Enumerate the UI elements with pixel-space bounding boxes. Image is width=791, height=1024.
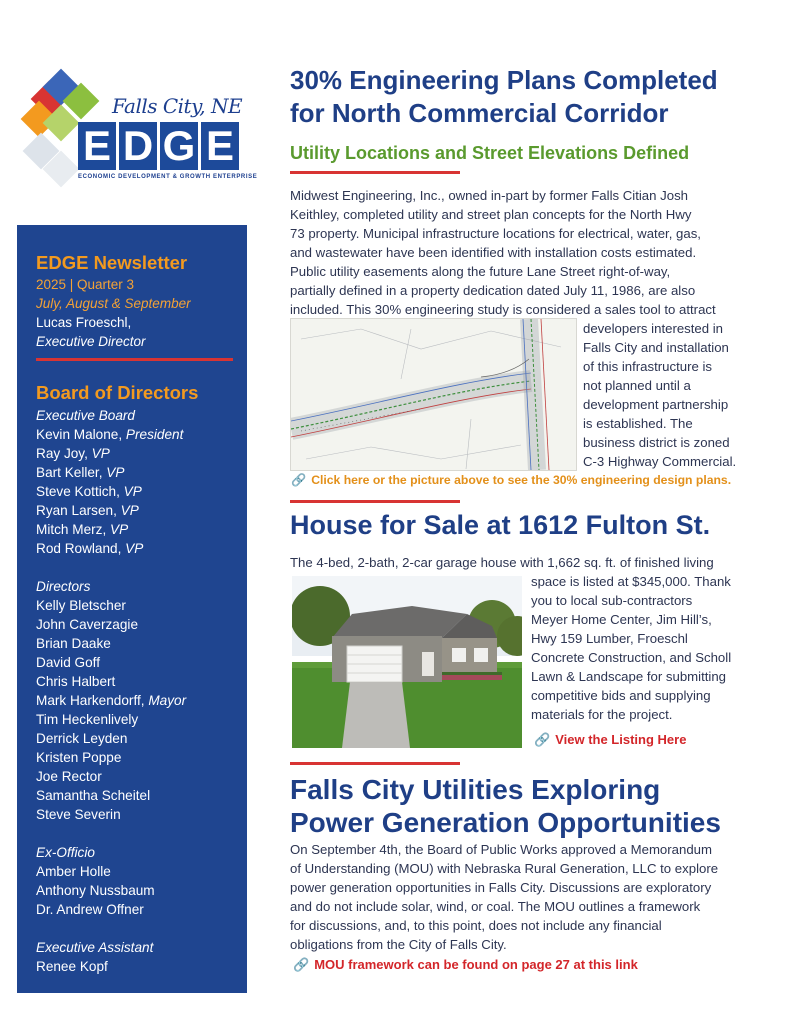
director: John Caverzagie [36, 617, 139, 632]
director: Chris Halbert [36, 674, 116, 689]
director: Brian Daake [36, 636, 111, 651]
logo-tagline: ECONOMIC DEVELOPMENT & GROWTH ENTERPRISE [78, 174, 258, 180]
mou-framework-link[interactable]: 🔗 MOU framework can be found on page 27 at this link [293, 957, 638, 972]
director-title: Executive Director [36, 334, 146, 349]
board-member: Rod Rowland, VP [36, 541, 144, 556]
link-icon: 🔗 [291, 473, 307, 487]
link-icon: 🔗 [534, 732, 551, 747]
newsletter-months: July, August & September [36, 296, 191, 311]
assistant-label: Executive Assistant [36, 940, 154, 955]
exofficio-member: Anthony Nussbaum [36, 883, 155, 898]
engineering-plans-link[interactable]: 🔗 Click here or the picture above to see the 30% engineering design plans. [291, 473, 732, 487]
sidebar-divider [36, 358, 233, 361]
assistant-name: Renee Kopf [36, 959, 108, 974]
director: Samantha Scheitel [36, 788, 151, 803]
article2-title: House for Sale at 1612 Fulton St. [290, 510, 711, 540]
article2-first-line: The 4-bed, 2-bath, 2-car garage house with 1,662 sq. ft. of finished living [290, 555, 714, 570]
logo-letter: E [201, 122, 239, 170]
exofficio-member: Dr. Andrew Offner [36, 902, 144, 917]
director: Kristen Poppe [36, 750, 122, 765]
link-icon: 🔗 [293, 957, 310, 972]
newsletter-title: EDGE Newsletter [36, 252, 188, 273]
board-member: Kevin Malone, President [36, 427, 184, 442]
board-member: Bart Keller, VP [36, 465, 125, 480]
board-member: Ray Joy, VP [36, 446, 110, 461]
exofficio-label: Ex-Officio [36, 845, 95, 860]
director: Mark Harkendorff, Mayor [36, 693, 187, 708]
edge-logo [22, 66, 258, 196]
article1-wrap-text: developers interested in Falls City and installation of this infrastructure is not planned until a development partnership is established. The business district is zoned C-3 Highway Commercial. [583, 321, 737, 469]
article1-subtitle: Utility Locations and Street Elevations Defined [290, 143, 690, 163]
article1-divider [290, 171, 460, 174]
article2-wrap-text: space is listed at $345,000. Thank you to local sub-contractors Meyer Home Center, Jim Hill’s, Hwy 159 Lumber, Froeschl Concrete Construction, and Scholl Lawn & Landscape for submitting competitive bids and supplying materials for the project. [531, 574, 732, 722]
logo-letter: E [78, 122, 116, 170]
exofficio-member: Amber Holle [36, 864, 111, 879]
director-name: Lucas Froeschl, [36, 315, 132, 330]
board-title: Board of Directors [36, 382, 199, 403]
logo-city-name: Falls City, NE [112, 94, 243, 118]
engineering-plan-image[interactable] [290, 318, 577, 471]
house-photo[interactable] [292, 576, 522, 748]
logo-wordmark [78, 122, 239, 170]
director: Tim Heckenlively [36, 712, 139, 727]
board-member: Ryan Larsen, VP [36, 503, 139, 518]
board-member: Mitch Merz, VP [36, 522, 129, 537]
board-member: Steve Kottich, VP [36, 484, 142, 499]
plan-drawing [291, 319, 576, 470]
article3-body: On September 4th, the Board of Public Works approved a Memorandum of Understanding (MOU) with Nebraska Rural Generation, LLC to explore power generation opportunities in Falls City. Discussions are exploratory and do not include solar, wind, or coal. The MOU outlines a framework for discussions, and, to this point, does not include any financial obligations from the City of Falls City. [290, 842, 719, 952]
exec-board-label: Executive Board [36, 408, 135, 423]
board-list [36, 406, 233, 976]
director: Joe Rector [36, 769, 102, 784]
article1-title: 30% Engineering Plans Completed for North Commercial Corridor [290, 65, 718, 128]
logo-letter: G [160, 122, 198, 170]
article1-body: Midwest Engineering, Inc., owned in-part by former Falls Citian Josh Keithley, completed utility and street plan concepts for the North Hwy 73 property. Municipal infrastructure locations for electrical, water, gas, and wastewater have been identified with installation costs estimated. Public utility easements along the future Lane Street right-of-way, partially defined in a property dedication dated July 11, 1986, are also included. This 30% engineering study is considered a sales tool to attract [290, 188, 716, 317]
director: David Goff [36, 655, 100, 670]
sidebar [17, 225, 247, 993]
directors-label: Directors [36, 579, 91, 594]
logo-letter: D [119, 122, 157, 170]
director: Steve Severin [36, 807, 121, 822]
view-listing-link[interactable]: 🔗 View the Listing Here [534, 732, 687, 747]
newsletter-issue: 2025 | Quarter 3 [36, 277, 135, 292]
director: Kelly Bletscher [36, 598, 126, 613]
article3-divider [290, 762, 460, 765]
director: Derrick Leyden [36, 731, 128, 746]
article2-divider [290, 500, 460, 503]
article3-title: Falls City Utilities Exploring Power Generation Opportunities [290, 774, 721, 838]
house-image [292, 576, 522, 748]
